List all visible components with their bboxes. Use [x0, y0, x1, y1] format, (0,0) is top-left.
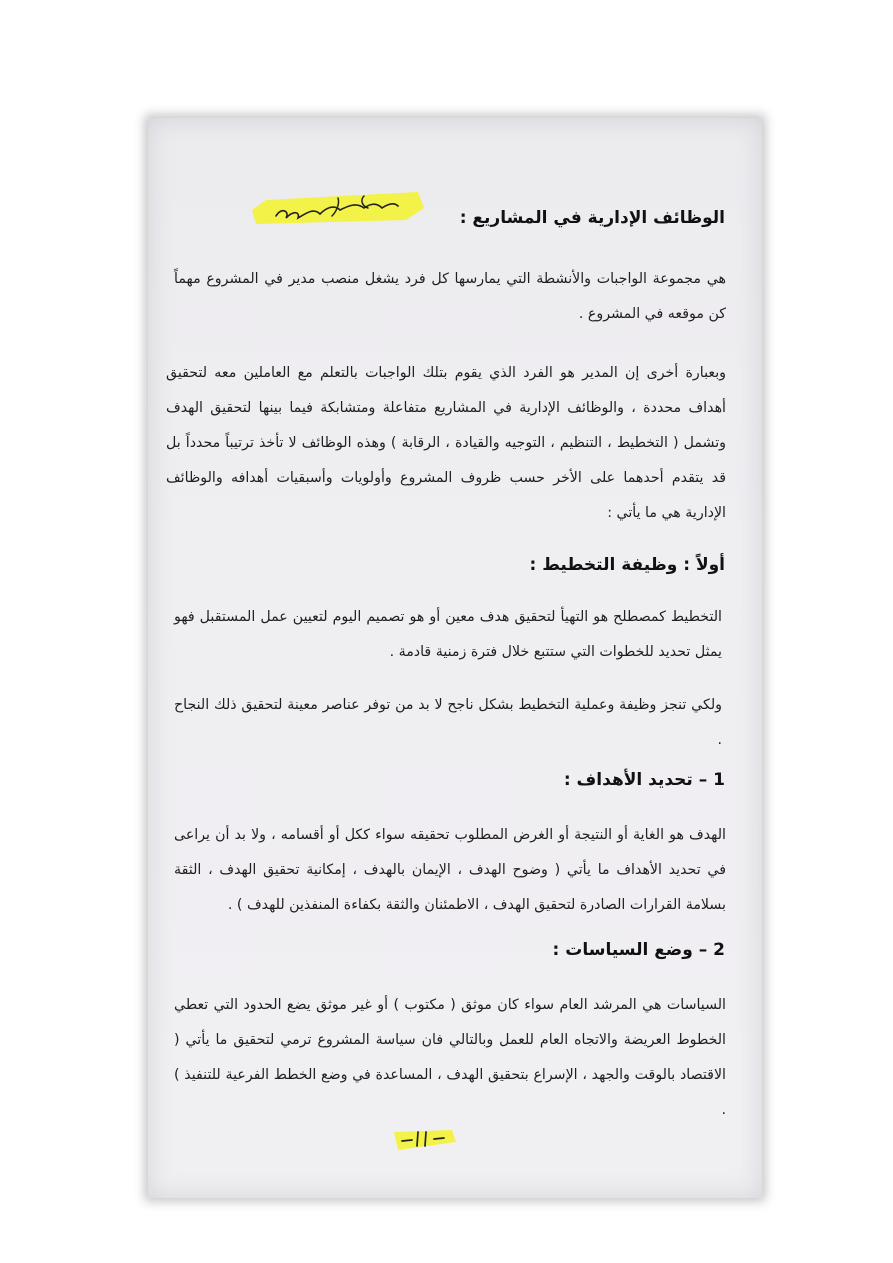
paragraph-goals: الهدف هو الغاية أو النتيجة أو الغرض المطلوب تحقيقه سواء ككل أو أقسامه ، ولا بد أن يراعى في تحديد الأهداف ما يأتي ( وضوح الهدف ، الإيمان بالهدف ، إمكانية تحقيق الهدف ، الثقة بسلامة القرارات الصادرة لتحقيق الهدف ، الاطمئنان والثقة بكفاءة المنفذين للهدف ) . — [174, 827, 726, 913]
handwritten-name-highlight — [246, 188, 428, 226]
paragraph-planning-definition: التخطيط كمصطلح هو التهيأ لتحقيق هدف معين أو هو تصميم اليوم لتعيين عمل المستقبل فهو يمثل تحديد للخطوات التي ستتبع خلال فترة زمنية قادمة . — [174, 609, 722, 660]
page-number-highlight — [390, 1124, 460, 1154]
paragraph-manager: وبعبارة أخرى إن المدير هو الفرد الذي يقوم بتلك الواجبات بالتعلم مع العاملين معه لتحقيق أهداف محددة ، والوظائف الإدارية في المشاريع متفاعلة ومتشابكة فيما بينها لتحقيق الهدف وتشمل ( التخطيط ، التنظيم ، التوجيه والقيادة ، الرقابة ) وهذه الوظائف لا تأخذ ترتيباً محدداً بل قد يتقدم أحدهما على الأخر حسب ظروف المشروع وأولويات وأسبقيات أهدافه والوظائف الإدارية هي ما يأتي : — [166, 365, 726, 521]
subsection-policies-heading: 2 – وضع السياسات : — [552, 940, 725, 960]
page-title: الوظائف الإدارية في المشاريع : — [459, 208, 725, 228]
section-planning-heading: أولاً : وظيفة التخطيط : — [529, 555, 725, 575]
paragraph-policies: السياسات هي المرشد العام سواء كان موثق ( مكتوب ) أو غير موثق يضع الحدود التي تعطي الخطوط العريضة والاتجاه العام للعمل وبالتالي فان سياسة المشروع ترمي لتحقيق ما يأتي ( الاقتصاد بالوقت والجهد ، الإسراع بتحقيق الهدف ، المساعدة في وضع الخطط الفرعية للتنفيذ ) . — [174, 997, 726, 1118]
paragraph-intro: هي مجموعة الواجبات والأنشطة التي يمارسها كل فرد يشغل منصب مدير في المشروع مهماً كن موقعه في المشروع . — [174, 271, 726, 322]
subsection-goals-heading: 1 – تحديد الأهداف : — [563, 770, 725, 790]
paragraph-planning-success: ولكي تنجز وظيفة وعملية التخطيط بشكل ناجح لا بد من توفر عناصر معينة لتحقيق ذلك النجاح . — [174, 697, 722, 748]
